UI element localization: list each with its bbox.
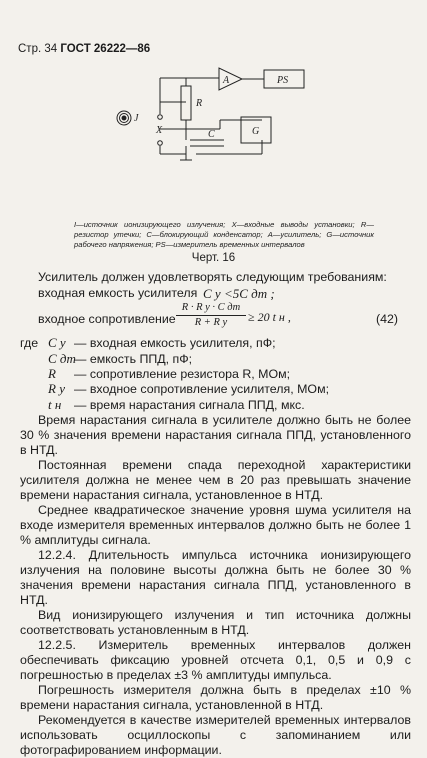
fraction-bar [176, 315, 246, 316]
standard-code: ГОСТ 26222—86 [60, 43, 151, 55]
where-word: где [20, 336, 39, 350]
input-capacity-formula: C y <5C дт ; [203, 286, 275, 301]
label-c: C [208, 129, 215, 140]
input-resistance-text: входное сопротивление [38, 312, 176, 326]
def-symbol-cdt: C дт [48, 351, 76, 366]
label-a: A [223, 75, 230, 86]
label-r: R [196, 98, 203, 109]
paragraph: 12.2.4. Длительность импульса источника ионизирующего излучения на половине высоты должна быть не более 30 % значения времени нарастания сигнала ППД, установленного в НТД. [20, 548, 411, 607]
paragraph: 12.2.5. Измеритель временных интервалов должен обеспечивать фиксацию уровней отсчета 0,1, 0,5 и 0,9 с погрешностью в пределах ±3 % амплитуды импульса. [20, 638, 411, 682]
def-symbol-ry: R y [48, 381, 65, 396]
terminal-bottom [158, 141, 163, 146]
resistance-denominator: R + R y [194, 317, 228, 328]
def-text-ry: — входное сопротивление усилителя, МОм; [74, 382, 330, 396]
paragraph: Погрешность измерителя должна быть в пределах ±10 % времени нарастания сигнала, установленной в НТД. [20, 683, 411, 712]
resistance-rhs: ≥ 20 t н , [248, 310, 291, 324]
page-number: Стр. 34 [18, 43, 58, 55]
label-ps: PS [277, 75, 289, 86]
page-header [18, 43, 150, 55]
label-j: J [134, 113, 139, 124]
def-symbol-cy: C y [48, 335, 66, 350]
intro-text: Усилитель должен удовлетворять следующим требованиям: [38, 270, 387, 284]
paragraph: Время нарастания сигнала в усилителе должно быть не более 30 % значения времени нарастания сигнала ППД, установленного в НТД. [20, 413, 411, 457]
figure-caption: Черт. 16 [191, 252, 236, 264]
paragraph: Постоянная времени спада переходной характеристики усилителя должна не менее чем в 20 раз превышать значение времени нарастания сигнала, установленное в НТД. [20, 458, 411, 502]
paragraph: Среднее квадратическое значение уровня шума усилителя на входе измерителя временных интервалов должно быть не более 1 % амплитуды сигнала. [20, 503, 411, 547]
paragraph: Вид ионизирующего излучения и тип источника должны соответствовать установленным в НТД. [20, 608, 411, 637]
def-symbol-tn: t н [48, 397, 62, 412]
label-g: G [252, 126, 260, 137]
circuit-diagram [100, 62, 340, 218]
label-x: X [156, 125, 163, 136]
def-text-r: — сопротивление резистора R, МОм; [74, 367, 291, 381]
body-text [20, 413, 411, 758]
def-symbol-r: R [48, 366, 56, 381]
paragraph: Рекомендуется в качестве измерителей временных интервалов использовать осциллоскопы с запоминанием или фотографированием информации. [20, 713, 411, 757]
figure-legend: I—источник ионизирующего излучения; X—входные выводы установки; R—резистор утечки; C—блокирующий конденсатор; A—усилитель; G—источник рабочего напряжения; PS—измеритель временных интервалов [74, 220, 374, 249]
radiation-source-icon [117, 111, 131, 125]
input-capacity-text: входная емкость усилителя [38, 286, 198, 300]
def-text-cdt: — емкость ППД, пФ; [74, 352, 193, 366]
def-text-tn: — время нарастания сигнала ППД, мкс. [74, 398, 305, 412]
def-text-cy: — входная емкость усилителя, пФ; [74, 336, 276, 350]
terminal-top [158, 115, 163, 120]
resistance-numerator: R · R y · C дт [181, 302, 241, 313]
equation-number: (42) [376, 312, 399, 326]
